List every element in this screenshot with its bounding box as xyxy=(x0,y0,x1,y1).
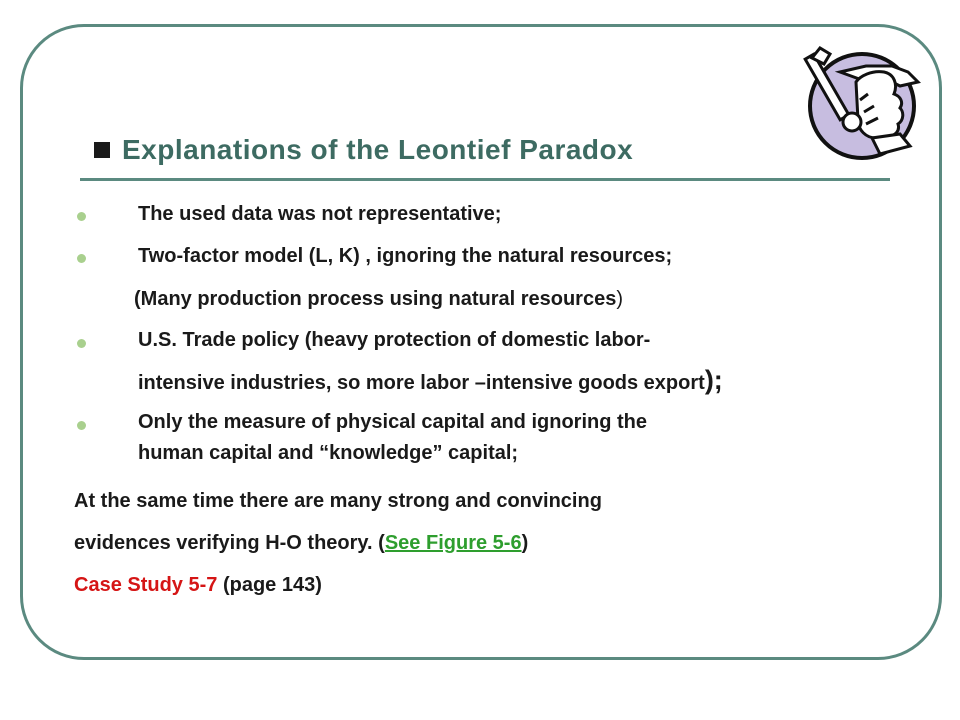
bullet-dot-icon xyxy=(77,421,86,430)
sub-note-text: (Many production process using natural resources xyxy=(134,288,617,310)
bullet-3-end: ); xyxy=(704,365,723,395)
bullet-3-line-2 xyxy=(138,365,723,396)
see-figure-link[interactable]: See Figure 5-6 xyxy=(384,532,522,554)
paragraph-line-2-close: ) xyxy=(521,532,529,554)
bullet-1-text: The used data was not representative; xyxy=(138,203,502,225)
title-row xyxy=(94,134,633,166)
paragraph-line-1: At the same time there are many strong and convincing xyxy=(74,490,602,512)
paragraph-line-2 xyxy=(74,532,528,555)
slide-title: Explanations of the Leontief Paradox xyxy=(122,134,634,165)
bullet-3-line-2-text: intensive industries, so more labor –intensive goods export xyxy=(138,372,705,394)
bullet-dot-icon xyxy=(77,339,86,348)
case-study-page: (page 143) xyxy=(217,574,322,596)
hand-holding-key-icon xyxy=(800,42,930,162)
case-study-line xyxy=(74,574,322,597)
bullet-dot-icon xyxy=(77,254,86,263)
bullet-4-line-1: Only the measure of physical capital and ignoring the xyxy=(138,411,647,433)
bullet-3-line-1: U.S. Trade policy (heavy protection of domestic labor- xyxy=(138,329,651,351)
square-bullet-icon xyxy=(94,142,110,158)
bullet-dot-icon xyxy=(77,212,86,221)
sub-note xyxy=(134,288,623,311)
bullet-4-line-2: human capital and “knowledge” capital; xyxy=(138,442,519,464)
title-divider xyxy=(80,178,890,181)
sub-note-close: ) xyxy=(616,288,623,310)
bullet-2-text: Two-factor model (L, K) , ignoring the natural resources; xyxy=(138,245,673,267)
paragraph-line-2-text: evidences verifying H-O theory. ( xyxy=(74,532,385,554)
case-study-label: Case Study 5-7 xyxy=(74,574,218,596)
